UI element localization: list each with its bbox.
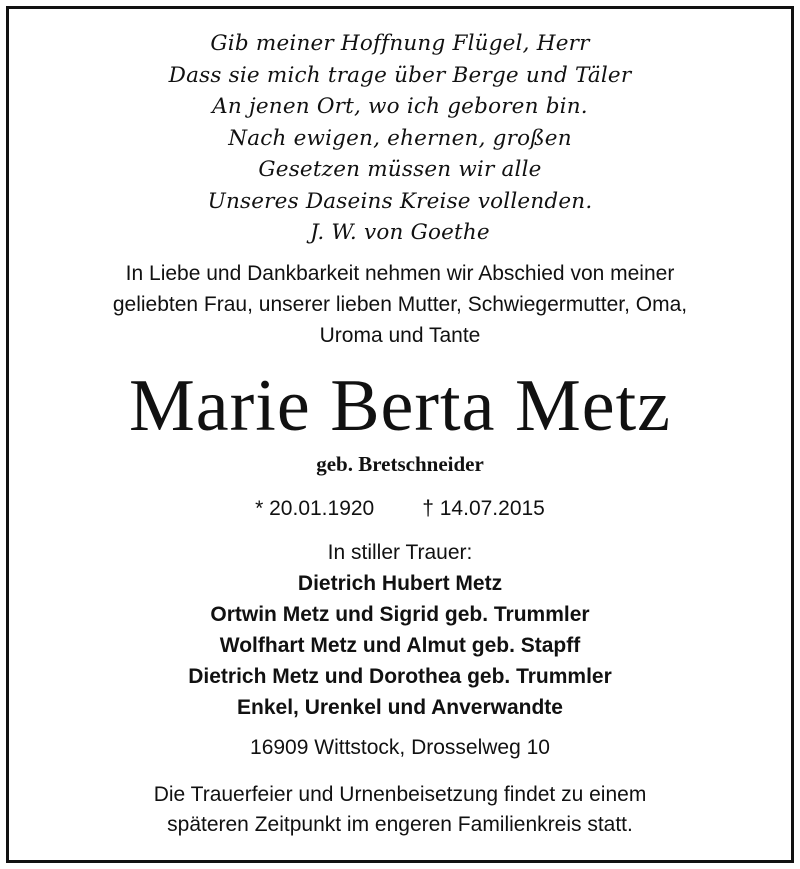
mourner-name: Wolfhart Metz und Almut geb. Stapff (219, 634, 581, 657)
mourner-name: Ortwin Metz und Sigrid geb. Trummler (210, 603, 590, 626)
poem-line: An jenen Ort, wo ich geboren bin. (212, 94, 588, 119)
mourner-name: Dietrich Metz und Dorothea geb. Trummler (188, 665, 612, 688)
funeral-notice (0, 780, 800, 840)
death-date: † 14.07.2015 (422, 497, 545, 520)
notice-line: Die Trauerfeier und Urnenbeisetzung findet zu einem (153, 783, 647, 806)
poem-line: Unseres Daseins Kreise vollenden. (207, 188, 593, 214)
notice-line: späteren Zeitpunkt im engeren Familienkreis statt. (167, 813, 633, 836)
maiden-name: geb. Bretschneider (316, 452, 484, 476)
mourner-name: Enkel, Urenkel und Anverwandte (237, 696, 563, 719)
mourner-name: Dietrich Hubert Metz (297, 572, 503, 595)
life-dates (0, 494, 800, 524)
intro-line: In Liebe und Dankbarkeit nehmen wir Abschied von meiner (125, 262, 675, 285)
mourners-label: In stiller Trauer: (327, 541, 473, 564)
poem-line: Dass sie mich trage über Berge und Täler (168, 62, 632, 88)
mourners-list (0, 537, 800, 723)
deceased-name: Marie Berta Metz (129, 365, 671, 447)
birth-date: * 20.01.1920 (255, 497, 375, 520)
intro-line: Uroma und Tante (319, 324, 481, 347)
address: 16909 Wittstock, Drosselweg 10 (250, 736, 550, 759)
poem-author: J. W. von Goethe (310, 220, 490, 245)
poem-line: Nach ewigen, ehernen, großen (228, 125, 572, 151)
poem-line: Gib meiner Hoffnung Flügel, Herr (210, 31, 590, 56)
poem-quote (0, 28, 800, 249)
intro-text (0, 258, 800, 351)
poem-line: Gesetzen müssen wir alle (258, 157, 542, 182)
intro-line: geliebten Frau, unserer lieben Mutter, Schwiegermutter, Oma, (112, 293, 688, 316)
